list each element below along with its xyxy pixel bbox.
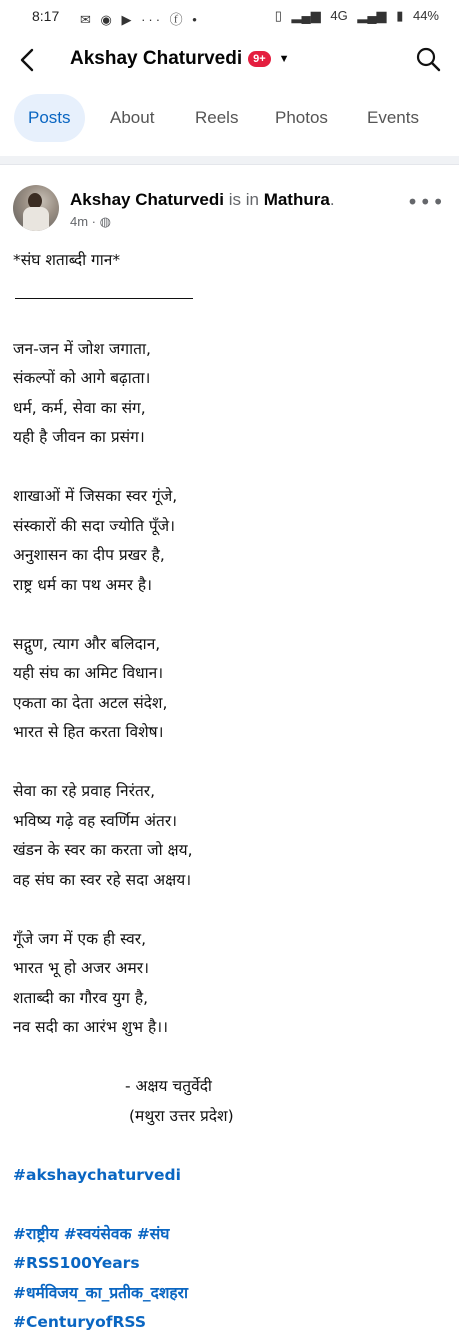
post-line: संस्कारों की सदा ज्योति पूँजे। xyxy=(13,516,176,535)
hashtag-link[interactable]: #धर्मविजय_का_प्रतीक_दशहरा xyxy=(13,1283,189,1302)
tab-about[interactable]: About xyxy=(110,108,155,127)
battery-level: 44% xyxy=(412,8,439,23)
separator-line xyxy=(13,276,443,306)
hashtag-link[interactable]: #राष्ट्रीय #स्वयंसेवक #संघ xyxy=(13,1224,170,1243)
globe-icon: ◍ xyxy=(99,214,111,229)
post-line: *संघ शताब्दी गान* xyxy=(13,251,121,269)
signal-icon-2: ▂▄▆ xyxy=(357,8,387,23)
post-line: जन-जन में जोश जगाता, xyxy=(13,339,151,358)
post-line: सद्गुण, त्याग और बलिदान, xyxy=(13,634,161,653)
post-time[interactable]: 4m xyxy=(70,214,89,229)
avatar[interactable] xyxy=(13,185,59,231)
post-line: धर्म, कर्म, सेवा का संग, xyxy=(13,398,146,417)
network-type: 4G xyxy=(330,8,348,23)
hashtag-link[interactable]: #akshaychaturvedi xyxy=(13,1165,181,1184)
post-line: यही संघ का अमिट विधान। xyxy=(13,664,164,682)
profile-name: Akshay Chaturvedi xyxy=(70,48,243,69)
post-line: संकल्पों को आगे बढ़ाता। xyxy=(13,369,151,387)
post-line: एकता का देता अटल संदेश, xyxy=(13,693,168,712)
hashtag-link[interactable]: #RSS100Years xyxy=(13,1254,140,1272)
post-line: खंडन के स्वर का करता जो क्षय, xyxy=(13,841,193,859)
status-time: 8:17 xyxy=(32,8,60,24)
post-line: वह संघ का स्वर रहे सदा अक्षय। xyxy=(13,870,192,889)
post-divider xyxy=(0,164,459,173)
tab-posts[interactable]: Posts xyxy=(14,94,85,142)
notification-icons: ✉ ◉ ▶ ··· ⓕ • xyxy=(80,12,200,27)
post-body xyxy=(13,246,443,1338)
tab-reels[interactable]: Reels xyxy=(195,108,239,127)
more-options-icon[interactable]: ••• xyxy=(406,190,445,214)
post-line: शताब्दी का गौरव युग है, xyxy=(13,988,148,1007)
post-location[interactable]: Mathura xyxy=(263,190,330,209)
post-author-line: Akshay Chaturvedi is in Mathura. xyxy=(70,190,335,209)
vibrate-icon: ▯ xyxy=(274,8,282,23)
post-signature: - अक्षय चतुर्वेदी xyxy=(125,1077,212,1095)
post-line: शाखाओं में जिसका स्वर गूंजे, xyxy=(13,487,178,505)
post-line: अनुशासन का दीप प्रखर है, xyxy=(13,546,165,564)
chevron-down-icon[interactable]: ▼ xyxy=(278,53,290,65)
back-arrow-icon[interactable] xyxy=(14,46,42,74)
post-author-name[interactable]: Akshay Chaturvedi xyxy=(70,190,224,209)
profile-tabs xyxy=(0,94,459,146)
post-line: सेवा का रहे प्रवाह निरंतर, xyxy=(13,782,156,800)
post-line: भारत भू हो अजर अमर। xyxy=(13,959,149,977)
search-icon[interactable] xyxy=(415,46,441,72)
tab-events[interactable]: Events xyxy=(367,108,419,127)
post-line: भविष्य गढ़े वह स्वर्णिम अंतर। xyxy=(13,811,178,830)
top-bar xyxy=(0,34,459,86)
post-connector: is in xyxy=(224,190,264,209)
post-line: यही है जीवन का प्रसंग। xyxy=(13,428,145,446)
post-line: नव सदी का आरंभ शुभ है।। xyxy=(13,1018,168,1036)
page-title[interactable] xyxy=(70,48,290,70)
post-line: गूँजे जग में एक ही स्वर, xyxy=(13,929,146,948)
hashtag-link[interactable]: #CenturyofRSS xyxy=(13,1313,147,1331)
section-divider xyxy=(0,156,459,164)
battery-icon: ▮ xyxy=(396,8,404,23)
post-signature-place: (मथुरा उत्तर प्रदेश) xyxy=(129,1106,234,1125)
post-line: भारत से हित करता विशेष। xyxy=(13,723,164,741)
tab-photos[interactable]: Photos xyxy=(275,108,328,127)
notification-badge: 9+ xyxy=(248,51,271,67)
signal-icon: ▂▄▆ xyxy=(291,8,321,23)
post-line: राष्ट्र धर्म का पथ अमर है। xyxy=(13,575,153,594)
post-meta: 4m · ◍ xyxy=(70,214,111,229)
status-right xyxy=(269,8,439,24)
status-bar xyxy=(0,0,459,34)
